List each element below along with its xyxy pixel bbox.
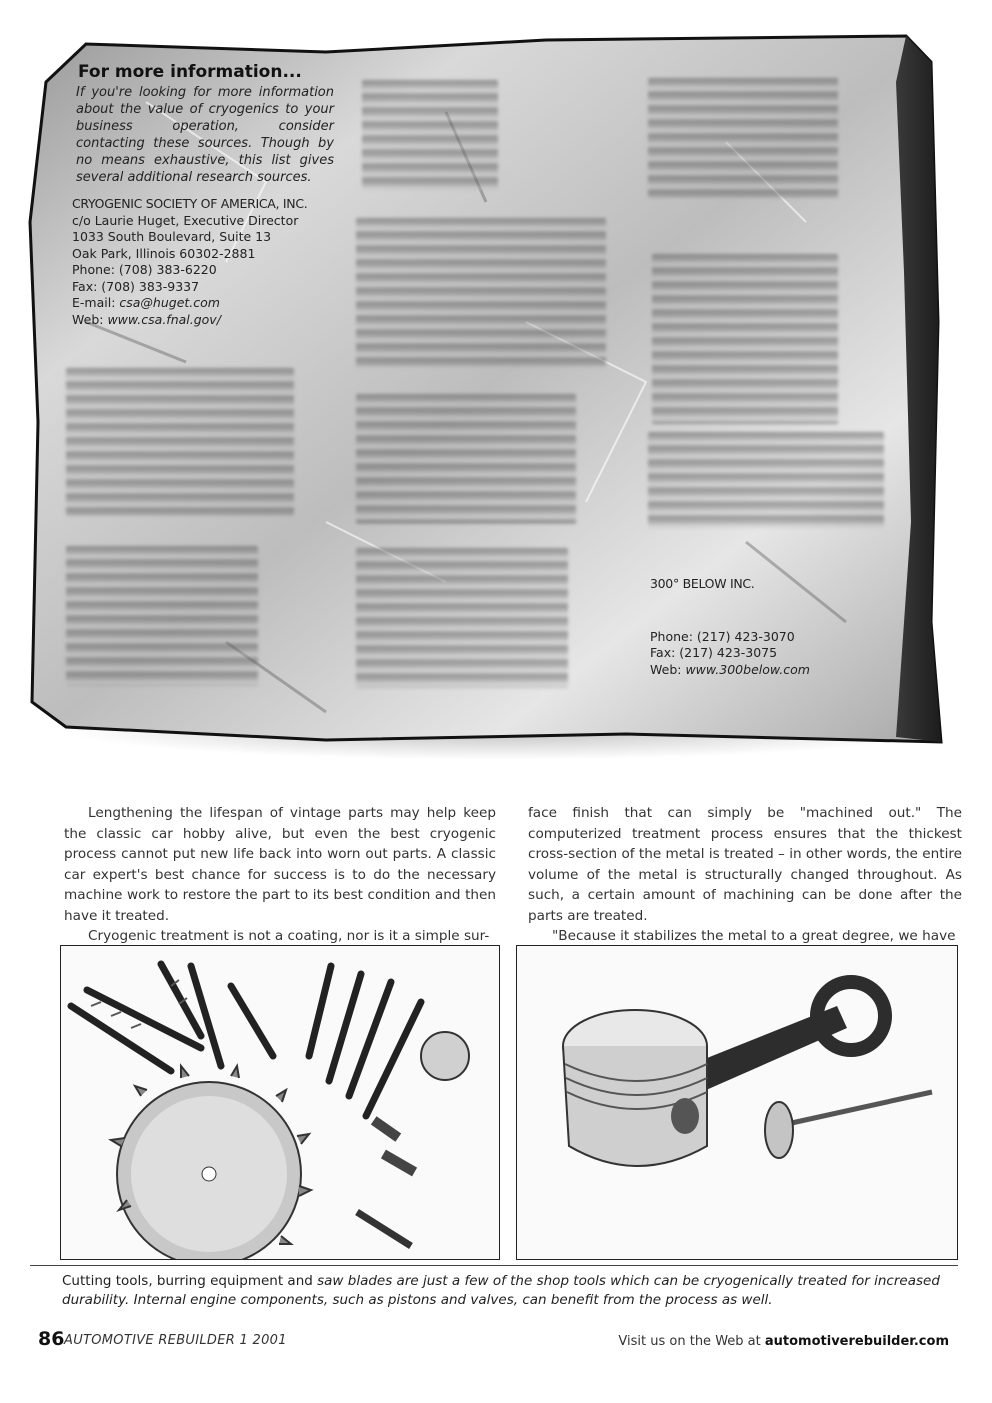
piston-icon [563,1010,707,1166]
connecting-rod-icon [687,982,885,1094]
article-column-right [528,803,962,947]
contact-web: Web: www.300below.com [650,661,810,677]
paragraph: Lengthening the lifespan of vintage parts may help keep the classic car hobby alive, but even the best cryogenic process cannot put new life back into worn out parts. A classic car expert's best chance for success is to do the necessary machine work to restore the part to its best condition and then have it treated. [64,805,496,924]
router-bit-icon [381,1150,417,1177]
burr-wheel-icon [421,1032,469,1080]
masonry-bit-icon [357,1212,411,1246]
router-bit-icon [371,1116,401,1141]
blurred-listing [356,218,606,368]
page-number: 86 [38,1328,65,1350]
publication-name: AUTOMOTIVE REBUILDER 1 2001 [64,1333,287,1348]
caption-lead: Cutting tools, burring equipment and [62,1273,318,1289]
contact-name: 300° BELOW INC. [650,576,755,591]
info-heading: For more information... [78,62,302,82]
article-column-left [64,803,496,947]
caption-divider [30,1265,958,1266]
blurred-listing [66,368,294,516]
contact-address: 1033 South Boulevard, Suite 13 [72,229,272,244]
paragraph: Cryogenic treatment is not a coating, nor is it a simple sur- [88,928,490,944]
contact-phone: Phone: (708) 383-6220 [72,262,217,277]
email-link[interactable]: csa@huget.com [119,295,220,310]
contact-300-below [650,576,870,678]
blurred-listing [356,394,576,524]
footer-web-link[interactable]: automotiverebuilder.com [764,1334,949,1349]
blurred-listing [652,254,838,424]
web-link[interactable]: www.csa.fnal.gov/ [107,311,221,327]
tools-photo [60,945,500,1260]
paragraph: face finish that can simply be "machined out." The computerized treatment process ensures that the thickest cross-section of the metal is treated – in other words, the entire volume of the metal is structurally changed throughout. As such, a certain amount of machining can be done after the parts are treated. [528,805,962,924]
tools-illustration [61,946,499,1259]
photo-caption [62,1272,962,1310]
contact-name: CRYOGENIC SOCIETY OF AMERICA, INC. [72,196,308,211]
saw-blade-icon [111,1066,311,1259]
contact-fax: Fax: (217) 423-3075 [650,645,778,660]
paragraph: "Because it stabilizes the metal to a great degree, we have [552,928,956,944]
web-link[interactable]: www.300below.com [685,661,810,677]
blurred-listing [362,80,498,190]
contact-email: E-mail: csa@huget.com [72,295,220,310]
contact-csa [72,196,342,328]
valve-icon [765,1092,932,1158]
contact-person: c/o Laurie Huget, Executive Director [72,212,299,228]
info-intro: If you're looking for more information about the value of cryogenics to your business operation, consider contacting these sources. Though by no means exhaustive, this list gives several additional research sources. [76,85,334,185]
contact-phone: Phone: (217) 423-3070 [650,628,795,644]
contact-city: Oak Park, Illinois 60302-2881 [72,245,256,261]
contact-fax: Fax: (708) 383-9337 [72,278,200,294]
engine-parts-photo [516,945,958,1260]
caption-text: saw blades are just a few of the shop tools which can be cryogenically treated for increased durability. Internal engine components, such as pistons and valves, can benefit from the process as well. [62,1273,940,1308]
blurred-listing [356,548,568,688]
footer-web: Visit us on the Web at automotiverebuilder.com [618,1334,949,1349]
contact-web: Web: www.csa.fnal.gov/ [72,311,221,327]
blurred-listing [648,78,838,198]
blurred-listing [648,432,884,528]
info-sidebar [26,22,956,750]
engine-illustration [517,946,957,1259]
blurred-listing [66,546,258,686]
